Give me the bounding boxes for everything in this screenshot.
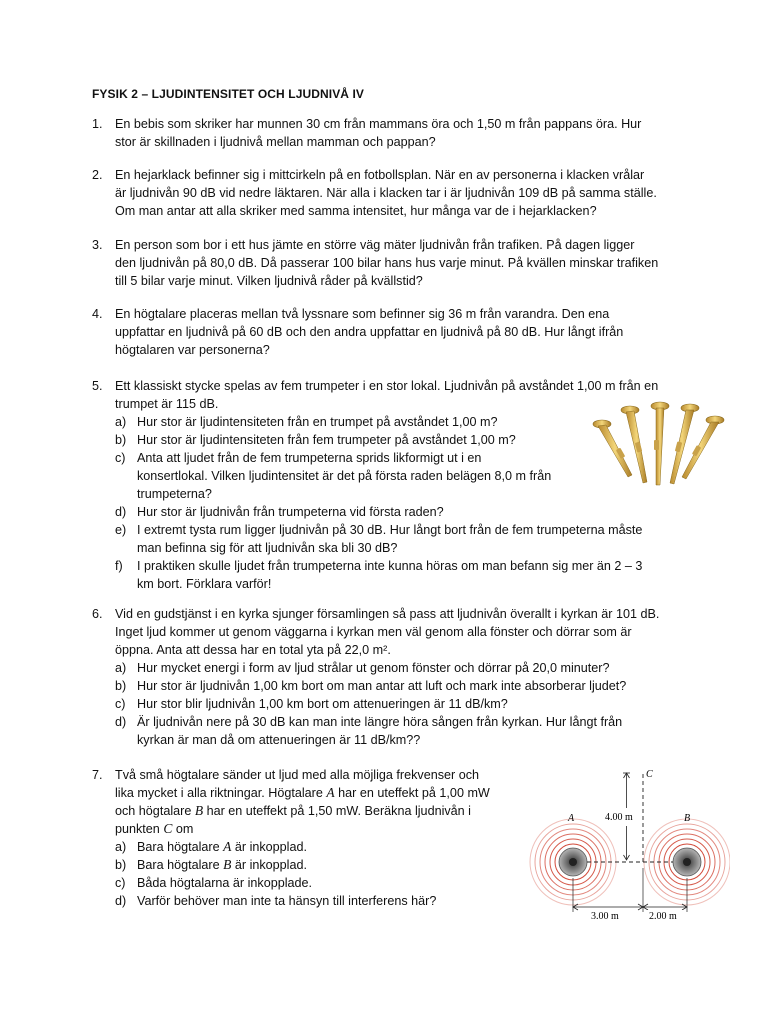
question-text-line: lika mycket i alla riktningar. Högtalare A har en uteffekt på 1,00 mW — [115, 785, 490, 800]
subquestion-text-line: I praktiken skulle ljudet från trumpeterna inte kunna höras om man befann sig mer än 2 – 3 — [137, 559, 643, 573]
subquestion-label: b) — [115, 858, 127, 872]
question-text-line: högtalaren var personerna? — [115, 343, 270, 357]
question-text-line: En bebis som skriker har munnen 30 cm från mammans öra och 1,50 m från pappans öra. Hur — [115, 117, 642, 131]
trumpets-illustration — [588, 395, 728, 495]
trumpet-icon — [651, 402, 669, 485]
subquestion-label: c) — [115, 876, 126, 890]
question-text-line: En högtalare placeras mellan två lyssnare som befinner sig 36 m från varandra. Den ena — [115, 307, 610, 321]
subquestion-text-line: I extremt tysta rum ligger ljudnivån på 30 dB. Hur långt bort från de fem trumpeterna måste — [137, 523, 643, 537]
question-text-line: punkten C om — [115, 821, 194, 836]
question-6 — [92, 605, 692, 749]
question-text-line: En person som bor i ett hus jämte en större väg mäter ljudnivån från trafiken. På dagen ligger — [115, 238, 635, 252]
subquestion-text-line: Bara högtalare A är inkopplad. — [137, 839, 307, 854]
question-text-line: Om man antar att alla skriker med samma intensitet, hur många var de i hejarklacken? — [115, 204, 597, 218]
subquestion-text-line: Hur stor är ljudnivån 1,00 km bort om man antar att luft och mark inte absorberar ljudet? — [137, 679, 627, 693]
question-text-line: uppfattar en ljudnivå på 60 dB och den andra uppfattar en ljudnivå på 80 dB. Hur långt ifrån — [115, 325, 624, 339]
dimension-right: 2.00 m — [649, 911, 677, 922]
subquestion-text-line: km bort. Förklara varför! — [137, 577, 272, 591]
subquestion-a — [115, 838, 512, 856]
subquestion-text-line: kyrkan är man då om attenueringen är 11 dB/km?? — [137, 733, 421, 747]
subquestion-c — [115, 695, 692, 713]
page-title: FYSIK 2 – LJUDINTENSITET OCH LJUDNIVÅ IV — [92, 87, 365, 101]
question-number: 5. — [92, 379, 103, 393]
subquestion-label: c) — [115, 451, 126, 465]
question-text-line: är ljudnivån 90 dB vid nedre läktaren. När alla i klacken tar i är ljudnivån 109 dB på samma ställe. — [115, 186, 657, 200]
trumpet-icon — [593, 420, 632, 477]
question-number: 6. — [92, 607, 103, 621]
question-7 — [92, 766, 512, 910]
question-1 — [92, 115, 692, 151]
subquestion-label: a) — [115, 661, 127, 675]
subquestion-label: a) — [115, 415, 127, 429]
speaker-diagram — [525, 760, 730, 922]
question-text-line: stor är skillnaden i ljudnivå mellan mamman och pappan? — [115, 135, 436, 149]
subquestion-label: e) — [115, 523, 127, 537]
subquestion-label: d) — [115, 894, 127, 908]
subquestion-text-line: man befinna sig för att ljudnivån ska bli 30 dB? — [137, 541, 398, 555]
question-4 — [92, 305, 692, 359]
question-text-line: trumpet är 115 dB. — [115, 397, 219, 411]
question-2 — [92, 166, 692, 220]
subquestion-text-line: Bara högtalare B är inkopplad. — [137, 857, 307, 872]
question-number: 1. — [92, 117, 103, 131]
subquestion-text-line: Är ljudnivån nere på 30 dB kan man inte längre höra sången från kyrkan. Hur långt från — [137, 715, 623, 729]
question-text-line: öppna. Anta att dessa har en total yta på 22,0 m². — [115, 643, 391, 657]
subquestion-text-line: Hur mycket energi i form av ljud strålar ut genom fönster och dörrar på 20,0 minuter? — [137, 661, 610, 675]
subquestion-label: a) — [115, 840, 127, 854]
subquestion-text-line: Anta att ljudet från de fem trumpeterna sprids likformigt ut i en — [137, 451, 482, 465]
subquestion-text-line: Hur stor är ljudintensiteten från fem trumpeter på avståndet 1,00 m? — [137, 433, 516, 447]
subquestion-label: d) — [115, 505, 127, 519]
question-number: 4. — [92, 307, 103, 321]
subquestion-b — [115, 677, 692, 695]
question-number: 3. — [92, 238, 103, 252]
subquestion-c — [115, 874, 512, 892]
subquestion-text-line: Hur stor blir ljudnivån 1,00 km bort om attenueringen är 11 dB/km? — [137, 697, 508, 711]
question-text-line: Ett klassiskt stycke spelas av fem trumpeter i en stor lokal. Ljudnivån på avståndet 1,00 m från en — [115, 379, 659, 393]
subquestion-text-line: Hur stor är ljudintensiteten från en trumpet på avståndet 1,00 m? — [137, 415, 498, 429]
question-text-line: den ljudnivån på 80,0 dB. Då passerar 100 bilar hans hus varje minut. På kvällen minskar trafiken — [115, 256, 659, 270]
question-text-line: till 5 bilar varje minut. Vilken ljudnivå råder på kvällstid? — [115, 274, 423, 288]
subquestion-d — [115, 713, 692, 749]
question-text-line: Vid en gudstjänst i en kyrka sjunger församlingen så pass att ljudnivån överallt i kyrkan är 101 dB. — [115, 607, 660, 621]
subquestion-text-line: konsertlokal. Vilken ljudintensitet är det på första raden belägen 8,0 m från — [137, 469, 552, 483]
subquestion-label: b) — [115, 433, 127, 447]
subquestion-text-line: Varför behöver man inte ta hänsyn till interferens här? — [137, 894, 437, 908]
subquestion-d — [115, 892, 512, 910]
subquestion-label: f) — [115, 559, 123, 573]
question-3 — [92, 236, 692, 290]
subquestion-label: c) — [115, 697, 126, 711]
label-a: A — [568, 813, 575, 824]
question-text-line: Två små högtalare sänder ut ljud med alla möjliga frekvenser och — [115, 768, 480, 782]
subquestion-text-line: Hur stor är ljudnivån från trumpeterna vid första raden? — [137, 505, 444, 519]
subquestion-e — [115, 521, 692, 557]
subquestion-f — [115, 557, 692, 593]
label-c: C — [646, 769, 653, 780]
question-text-line: och högtalare B har en uteffekt på 1,50 mW. Beräkna ljudnivån i — [115, 803, 471, 818]
subquestion-label: d) — [115, 715, 127, 729]
subquestion-label: b) — [115, 679, 127, 693]
subquestion-text-line: trumpeterna? — [137, 487, 212, 501]
dimension-vertical: 4.00 m — [605, 812, 633, 823]
question-text-line: Inget ljud kommer ut genom väggarna i kyrkan men väl genom alla fönster och dörrar som är — [115, 625, 632, 639]
dimension-left: 3.00 m — [591, 911, 619, 922]
question-text-line: En hejarklack befinner sig i mittcirkeln på en fotbollsplan. När en av personerna i klacken vrålar — [115, 168, 645, 182]
subquestion-a — [115, 659, 692, 677]
question-number: 2. — [92, 168, 103, 182]
subquestion-b — [115, 856, 512, 874]
label-b: B — [684, 813, 691, 824]
question-number: 7. — [92, 768, 103, 782]
subquestion-text-line: Båda högtalarna är inkopplade. — [137, 876, 313, 890]
subquestion-d — [115, 503, 692, 521]
